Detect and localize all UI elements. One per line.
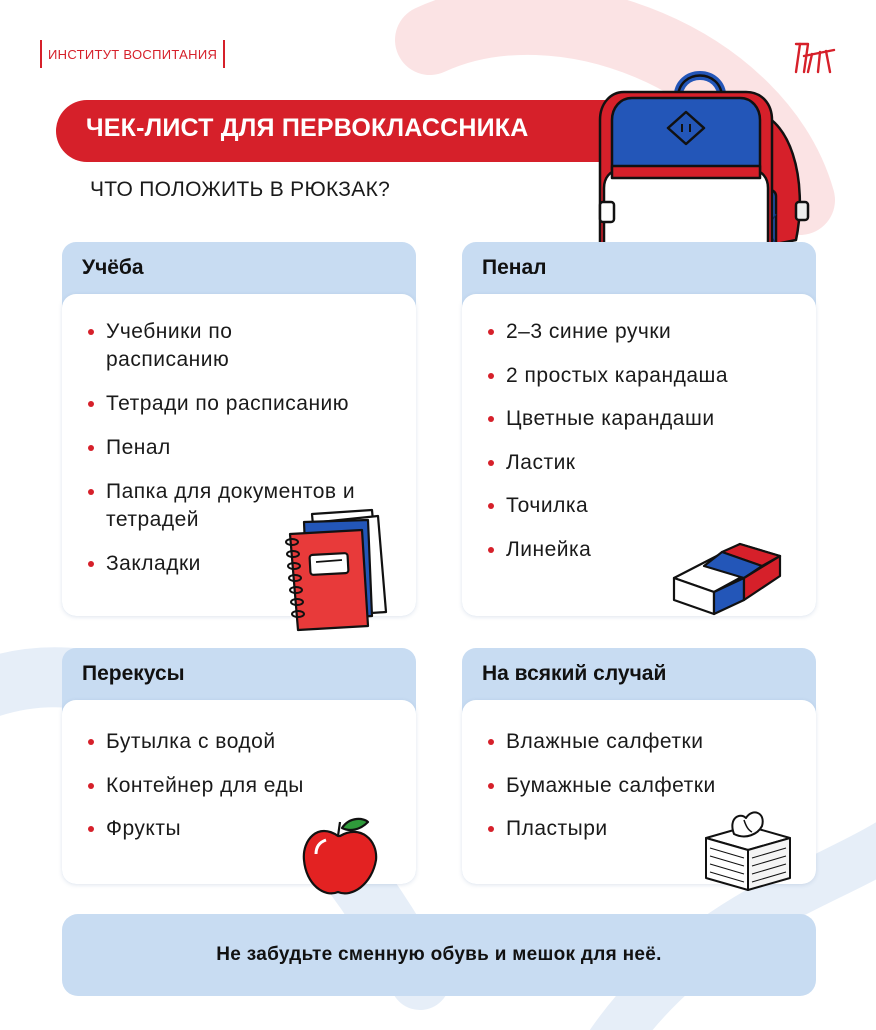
list-item-text: 2–3 синие ручки [506,320,672,343]
eraser-icon [664,534,788,618]
list-item-text: Тетради по расписанию [106,392,350,415]
pencil-case-list [486,318,728,564]
list-item-text: Фрукты [106,817,182,840]
brand-name: ИНСТИТУТ ВОСПИТАНИЯ [48,46,218,62]
list-item [486,772,716,800]
list-item [486,362,728,390]
list-item [86,815,304,843]
card-study-title: Учёба [82,256,144,279]
list-item [86,390,396,418]
list-item-text: 2 простых карандаша [506,363,729,387]
list-item-text: Бумажные салфетки [506,773,716,797]
page-title: ЧЕК-ЛИСТ ДЛЯ ПЕРВОКЛАССНИКА [86,114,529,142]
list-item-text: Бутылка с водой [106,730,276,753]
list-item [86,728,304,756]
list-item [86,318,236,374]
list-item-text: Контейнер для еды [106,773,304,797]
list-item [486,405,728,433]
footer-reminder [62,914,816,996]
list-item-text: Цветные карандаши [506,407,715,430]
brand-wordmark [40,40,225,68]
list-item-text: Пенал [106,436,171,459]
list-item-text: Линейка [506,537,592,561]
list-item-text: Закладки [106,552,201,575]
card-just-in-case-title: На всякий случай [482,662,667,685]
list-item [86,772,304,800]
list-item-text: Учебники по расписанию [106,320,233,371]
list-item [486,815,716,843]
card-snacks-title: Перекусы [82,662,185,685]
list-item-text: Пластыри [506,817,608,840]
snacks-list [86,728,304,843]
list-item-text: Влажные салфетки [506,730,704,753]
card-pencil-case-title: Пенал [482,256,547,279]
list-item-text: Ластик [506,450,576,474]
list-item-text: Папка для документов и тетрадей [106,480,356,531]
list-item [486,318,728,346]
notebooks-icon [276,508,392,632]
tissue-box-icon [700,804,796,894]
footer-note: Не забудьте сменную обувь и мешок для неё. [216,944,662,965]
list-item-text: Точилка [506,494,589,517]
list-item [486,492,728,520]
list-item [486,728,716,756]
apple-icon [298,814,382,900]
list-item [486,449,728,477]
list-item [86,434,396,462]
brand-bar-right [223,40,225,68]
just-in-case-list [486,728,716,843]
page-subtitle: ЧТО ПОЛОЖИТЬ В РЮКЗАК? [90,178,391,201]
